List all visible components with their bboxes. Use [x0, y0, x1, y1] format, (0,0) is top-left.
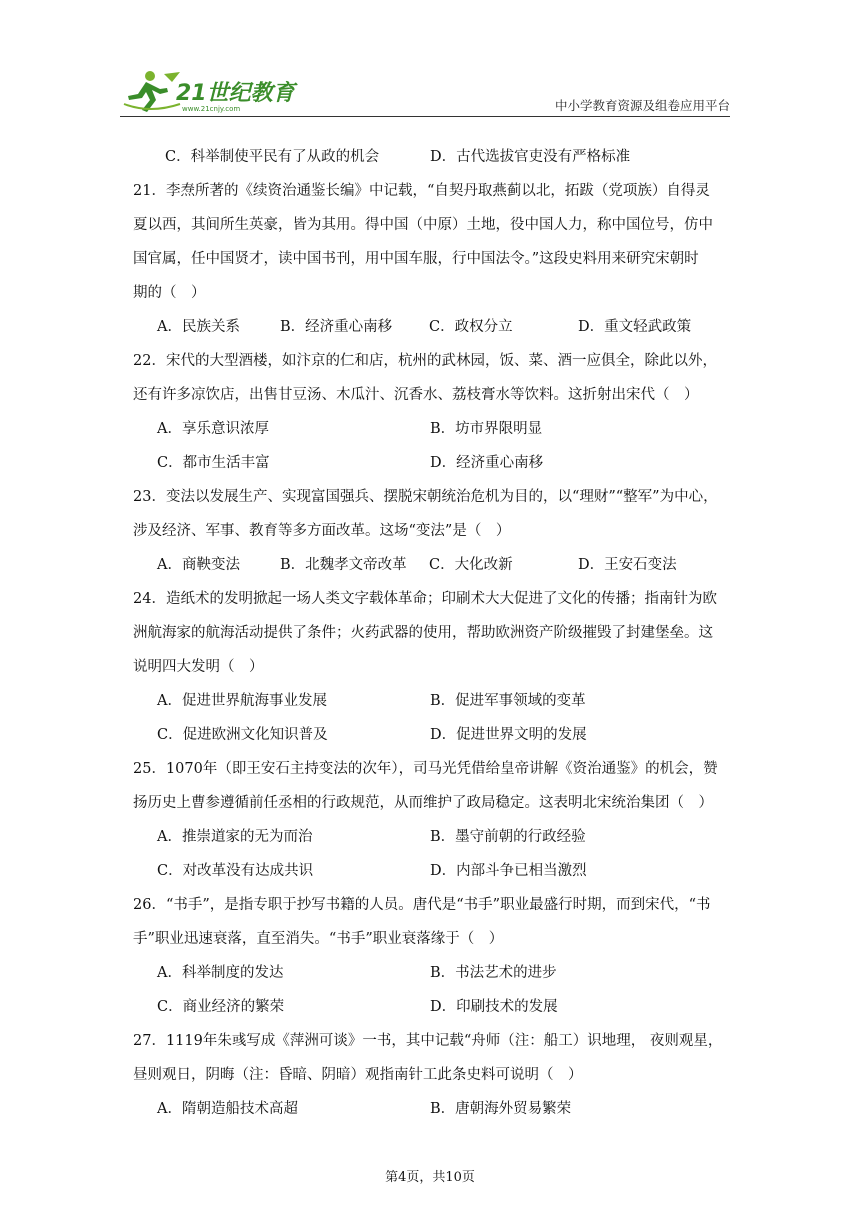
answer-option[interactable]: C．大化改新	[429, 557, 513, 573]
question-block	[133, 1024, 733, 1126]
header-rule	[120, 116, 730, 117]
answer-option[interactable]: B．墨守前朝的行政经验	[430, 829, 586, 845]
options-row	[133, 820, 733, 854]
question-block	[133, 344, 733, 480]
options-row	[133, 854, 733, 888]
answer-option[interactable]: C．商业经济的繁荣	[157, 999, 285, 1015]
logo-url: www.21cnjy.com	[182, 105, 241, 113]
question-text-line: 23．变法以发展生产、实现富国强兵、摆脱宋朝统治危机为目的，以“理财”“整军”为中心，	[133, 489, 718, 505]
answer-option[interactable]: A．民族关系	[157, 319, 240, 335]
question-text-line: 27．1119年朱彧写成《萍洲可谈》一书，其中记载“舟师（注：船工）识地理， 夜则观星，	[133, 1033, 723, 1049]
question-text-line: 26．“书手”，是指专职于抄写书籍的人员。唐代是“书手”职业最盛行时期，而到宋代，“书	[133, 897, 711, 913]
options-row	[133, 446, 733, 480]
question-text-line: 24．造纸术的发明掀起一场人类文字载体革命；印刷术大大促进了文化的传播；指南针为欧	[133, 591, 717, 607]
answer-option[interactable]: C．促进欧洲文化知识普及	[157, 727, 328, 743]
answer-option[interactable]: C．科举制使平民有了从政的机会	[165, 149, 380, 165]
question-text-line: 夏以西，其间所生英豪，皆为其用。得中国（中原）土地，役中国人力，称中国位号，仿中	[133, 217, 713, 233]
options-row	[133, 956, 733, 990]
answer-option[interactable]: D．古代选拔官吏没有严格标准	[430, 149, 631, 165]
options-row	[133, 718, 733, 752]
question-text-line: 昼则观日，阴晦（注：昏暗、阴暗）观指南针工此条史料可说明（ ）	[133, 1067, 583, 1083]
answer-option[interactable]: B．北魏孝文帝改革	[280, 557, 407, 573]
options-row	[133, 140, 733, 174]
answer-option[interactable]: A．商鞅变法	[157, 557, 240, 573]
answer-option[interactable]: A．促进世界航海事业发展	[157, 693, 327, 709]
answer-option[interactable]: A．享乐意识浓厚	[157, 421, 269, 437]
answer-option[interactable]: B．书法艺术的进步	[430, 965, 557, 981]
answer-option[interactable]: A．隋朝造船技术高超	[157, 1101, 298, 1117]
answer-option[interactable]: A．科举制度的发达	[157, 965, 284, 981]
answer-option[interactable]: D．经济重心南移	[430, 455, 544, 471]
answer-option[interactable]: B．促进军事领域的变革	[430, 693, 586, 709]
answer-option[interactable]: D．重文轻武政策	[578, 319, 692, 335]
options-row	[133, 1092, 733, 1126]
answer-option[interactable]: A．推崇道家的无为而治	[157, 829, 313, 845]
page-header	[120, 66, 730, 118]
question-text-line: 扬历史上曹参遵循前任丞相的行政规范，从而维护了政局稳定。这表明北宋统治集团（ ）	[133, 795, 713, 811]
question-text-line: 21．李焘所著的《续资治通鉴长编》中记载，“自契丹取燕蓟以北，拓跋（党项族）自得灵	[133, 183, 710, 199]
options-row	[133, 548, 733, 582]
platform-name: 中小学教育资源及组卷应用平台	[554, 98, 730, 113]
question-text-line: 期的（ ）	[133, 285, 206, 301]
question-text-line: 洲航海家的航海活动提供了条件；火药武器的使用，帮助欧洲资产阶级摧毁了封建堡垒。这	[133, 625, 713, 641]
options-row	[133, 684, 733, 718]
answer-option[interactable]: C．对改革没有达成共识	[157, 863, 314, 879]
question-text-line: 说明四大发明（ ）	[133, 659, 264, 675]
question-text-line: 还有许多凉饮店，出售甘豆汤、木瓜汁、沉香水、荔枝膏水等饮料。这折射出宋代（ ）	[133, 387, 699, 403]
answer-option[interactable]: D．印刷技术的发展	[430, 999, 558, 1015]
logo-21cnjy	[120, 68, 320, 114]
question-text-line: 25．1070年（即王安石主持变法的次年），司马光凭借给皇帝讲解《资治通鉴》的机会，赞	[133, 761, 718, 777]
question-text-line: 22．宋代的大型酒楼，如汴京的仁和店，杭州的武林园，饭、菜、酒一应俱全，除此以外，	[133, 353, 717, 369]
answer-option[interactable]: D．王安石变法	[578, 557, 677, 573]
answer-option[interactable]: B．经济重心南移	[280, 319, 393, 335]
options-row	[133, 412, 733, 446]
options-row	[133, 990, 733, 1024]
question-block	[133, 888, 733, 1024]
question-block	[133, 174, 733, 344]
question-text-line: 涉及经济、军事、教育等多方面改革。这场“变法”是（ ）	[133, 523, 511, 539]
question-block	[133, 752, 733, 888]
options-row	[133, 310, 733, 344]
question-block	[133, 582, 733, 752]
answer-option[interactable]: C．政权分立	[429, 319, 513, 335]
question-text-line: 手”职业迅速衰落，直至消失。“书手”职业衰落缘于（ ）	[133, 931, 504, 947]
answer-option[interactable]: B．唐朝海外贸易繁荣	[430, 1101, 572, 1117]
logo-text: 21世纪教育	[176, 81, 295, 106]
answer-option[interactable]: D．内部斗争已相当激烈	[430, 863, 587, 879]
answer-option[interactable]: B．坊市界限明显	[430, 421, 543, 437]
page-number: 第4页，共10页	[385, 1170, 475, 1185]
question-list	[133, 140, 733, 1126]
answer-option[interactable]: D．促进世界文明的发展	[430, 727, 587, 743]
runner-icon	[124, 71, 180, 112]
question-block	[133, 140, 733, 174]
question-text-line: 国官属，任中国贤才，读中国书刊，用中国车服，行中国法令。”这段史料用来研究宋朝时	[133, 251, 699, 267]
question-block	[133, 480, 733, 582]
answer-option[interactable]: C．都市生活丰富	[157, 455, 270, 471]
